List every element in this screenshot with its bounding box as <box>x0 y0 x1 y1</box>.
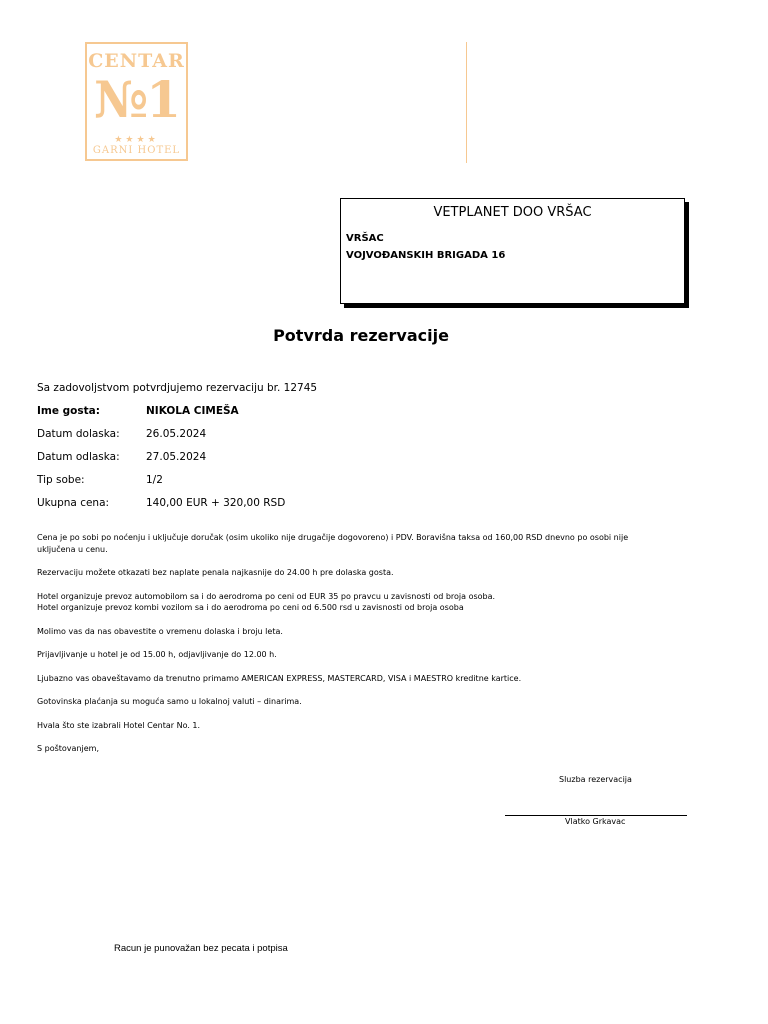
hotel-logo <box>85 42 188 161</box>
paragraph-thanks: Hvala što ste izabrali Hotel Centar No. 1. <box>37 721 201 730</box>
logo-stars: ★★★★ <box>114 134 159 144</box>
field-value-departure: 27.05.2024 <box>146 451 207 463</box>
paragraph-van-transfer: Hotel organizuje prevoz kombi vozilom sa i do aerodroma po ceni od 6.500 rsd u zavisnosti od broja osoba <box>37 603 464 612</box>
recipient-city: VRŠAC <box>346 233 384 244</box>
logo-line-number: №1 <box>93 70 180 129</box>
footer-note: Racun je punovažan bez pecata i potpisa <box>114 943 288 954</box>
reservation-intro: Sa zadovoljstvom potvrdjujemo rezervaciju br. 12745 <box>37 382 318 394</box>
field-label-room-type: Tip sobe: <box>37 474 85 486</box>
recipient-street: VOJVOĐANSKIH BRIGADA 16 <box>346 250 506 261</box>
paragraph-arrival-notice: Molimo vas da nas obavestite o vremenu dolaska i broju leta. <box>37 627 283 636</box>
paragraph-regards: S poštovanjem, <box>37 744 99 753</box>
paragraph-cancellation: Rezervaciju možete otkazati bez naplate penala najkasnije do 24.00 h pre dolaska gosta. <box>37 568 394 577</box>
signature-line <box>505 815 687 816</box>
field-label-arrival: Datum dolaska: <box>37 428 120 440</box>
paragraph-car-transfer: Hotel organizuje prevoz automobilom sa i do aerodroma po ceni od EUR 35 po pravcu u zavisnosti od broja osoba. <box>37 592 496 601</box>
field-label-total-price: Ukupna cena: <box>37 497 110 509</box>
logo-line-centar: CENTAR <box>88 50 185 72</box>
field-label-departure: Datum odlaska: <box>37 451 120 463</box>
field-value-total-price: 140,00 EUR + 320,00 RSD <box>146 497 286 509</box>
field-value-arrival: 26.05.2024 <box>146 428 207 440</box>
signature-name: Vlatko Grkavac <box>565 817 626 826</box>
signature-department: Sluzba rezervacija <box>559 775 632 784</box>
recipient-box <box>340 198 685 304</box>
header-divider <box>466 42 467 163</box>
field-value-room-type: 1/2 <box>146 474 163 486</box>
field-value-guest: NIKOLA CIMEŠA <box>146 405 239 417</box>
document-title: Potvrda rezervacije <box>273 326 449 345</box>
paragraph-cards: Ljubazno vas obaveštavamo da trenutno primamo AMERICAN EXPRESS, MASTERCARD, VISA i MAESTRO kreditne kartice. <box>37 674 522 683</box>
recipient-name: VETPLANET DOO VRŠAC <box>433 205 592 220</box>
field-label-guest: Ime gosta: <box>37 405 100 417</box>
paragraph-cash: Gotovinska plaćanja su moguća samo u lokalnoj valuti – dinarima. <box>37 697 302 706</box>
paragraph-price-info: Cena je po sobi po noćenju i uključuje doručak (osim ukoliko nije drugačije dogovoreno) i PDV. Boravišna taksa od 160,00 RSD dnevno po osobi nije uključena u cenu. <box>37 533 629 554</box>
logo-line-garni-hotel: GARNI HOTEL <box>92 145 181 156</box>
paragraph-checkin: Prijavljivanje u hotel je od 15.00 h, odjavljivanje do 12.00 h. <box>37 650 277 659</box>
